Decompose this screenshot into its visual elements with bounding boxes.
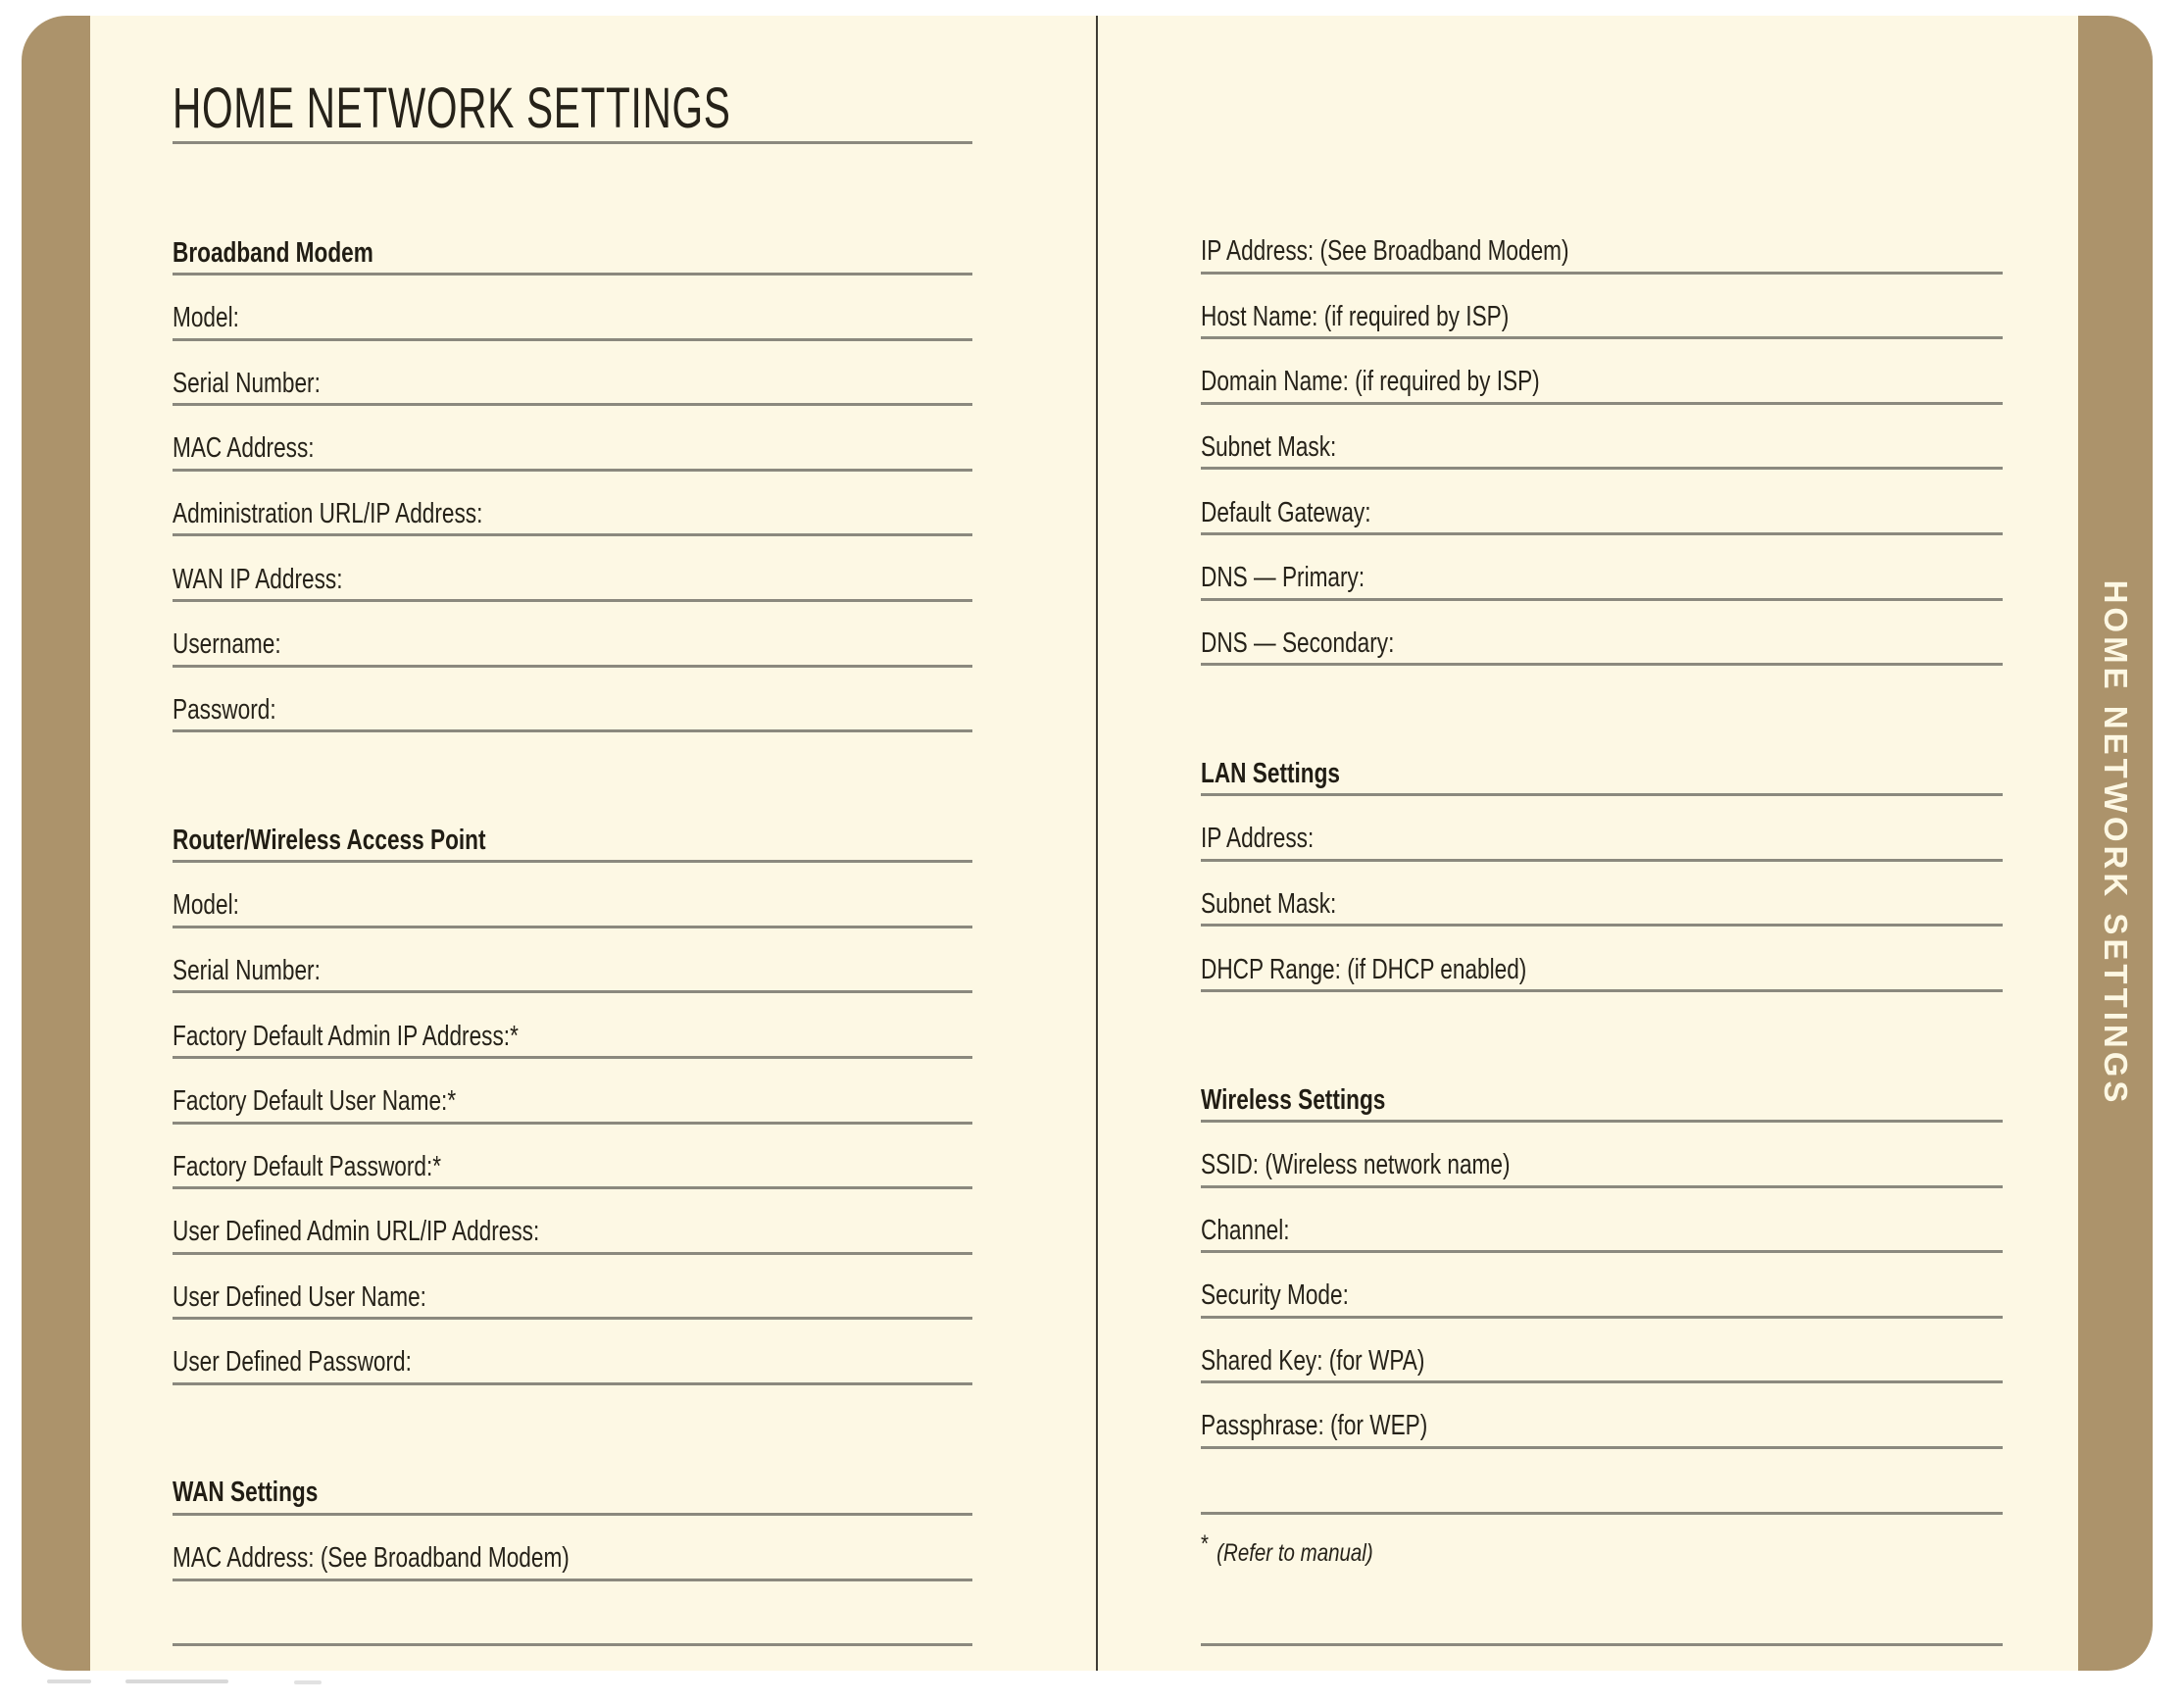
section-wan-settings-continued bbox=[1201, 209, 2003, 666]
section-header-row bbox=[173, 213, 972, 276]
page-title: HOME NETWORK SETTINGS bbox=[173, 76, 731, 140]
blank-line bbox=[1201, 1574, 2003, 1646]
section-header: Broadband Modem bbox=[173, 236, 373, 269]
field-row bbox=[1201, 209, 2003, 275]
section-header-row bbox=[173, 1453, 972, 1516]
field-row bbox=[173, 1320, 972, 1385]
field-row bbox=[1201, 1123, 2003, 1188]
field-row bbox=[1201, 405, 2003, 471]
field-label: Domain Name: (if required by ISP) bbox=[1201, 366, 1540, 398]
field-row bbox=[173, 1189, 972, 1255]
field-row bbox=[1201, 601, 2003, 667]
field-label: Administration URL/IP Address: bbox=[173, 497, 483, 529]
field-label: Factory Default User Name:* bbox=[173, 1085, 457, 1118]
field-label: IP Address: bbox=[1201, 823, 1315, 855]
section-header: WAN Settings bbox=[173, 1477, 319, 1509]
field-label: Username: bbox=[173, 628, 281, 661]
field-label: DNS — Primary: bbox=[1201, 562, 1365, 594]
field-label: DHCP Range: (if DHCP enabled) bbox=[1201, 953, 1527, 985]
field-label: Model: bbox=[173, 889, 239, 922]
field-row bbox=[173, 668, 972, 733]
field-label: Password: bbox=[173, 693, 276, 726]
field-label: Factory Default Admin IP Address:* bbox=[173, 1020, 519, 1052]
field-label: Channel: bbox=[1201, 1214, 1290, 1246]
field-row bbox=[173, 276, 972, 341]
section-header: Router/Wireless Access Point bbox=[173, 824, 486, 856]
page-title-block bbox=[173, 38, 972, 144]
field-row bbox=[1201, 796, 2003, 862]
field-row bbox=[173, 1255, 972, 1321]
footnote-asterisk: * bbox=[1201, 1529, 1209, 1558]
section-header: Wireless Settings bbox=[1201, 1083, 1386, 1116]
side-tab-label: HOME NETWORK SETTINGS bbox=[2098, 579, 2134, 1107]
left-page-column bbox=[173, 16, 972, 1646]
section-broadband-modem bbox=[173, 213, 972, 732]
field-row bbox=[173, 928, 972, 994]
section-wireless-settings bbox=[1201, 1060, 2003, 1515]
field-row bbox=[1201, 1188, 2003, 1254]
field-row bbox=[1201, 1449, 2003, 1515]
field-row bbox=[173, 341, 972, 407]
section-header: LAN Settings bbox=[1201, 757, 1341, 789]
field-label: Security Mode: bbox=[1201, 1279, 1349, 1312]
section-header-row bbox=[1201, 733, 2003, 796]
field-row bbox=[173, 863, 972, 928]
field-label: Model: bbox=[173, 302, 239, 334]
field-row bbox=[1201, 927, 2003, 992]
field-row bbox=[173, 1125, 972, 1190]
field-row bbox=[173, 602, 972, 668]
right-page-column bbox=[1201, 16, 2003, 1646]
section-router-wireless-access-point bbox=[173, 800, 972, 1385]
field-label: WAN IP Address: bbox=[173, 563, 343, 595]
field-row bbox=[173, 536, 972, 602]
field-row bbox=[173, 993, 972, 1059]
field-label: Serial Number: bbox=[173, 367, 321, 399]
field-label: Default Gateway: bbox=[1201, 496, 1371, 528]
field-row bbox=[1201, 1383, 2003, 1449]
field-label: SSID: (Wireless network name) bbox=[1201, 1149, 1511, 1181]
field-label: Shared Key: (for WPA) bbox=[1201, 1344, 1425, 1377]
field-label: User Defined Password: bbox=[173, 1346, 412, 1378]
field-row bbox=[173, 1581, 972, 1647]
field-row bbox=[1201, 862, 2003, 927]
section-lan-settings bbox=[1201, 733, 2003, 992]
field-label: Factory Default Password:* bbox=[173, 1150, 442, 1182]
field-row bbox=[1201, 275, 2003, 340]
section-header-row bbox=[1201, 1060, 2003, 1123]
scan-artifact bbox=[47, 1679, 91, 1683]
footnote bbox=[1201, 1515, 2003, 1574]
field-label: User Defined Admin URL/IP Address: bbox=[173, 1216, 540, 1248]
field-row bbox=[173, 406, 972, 472]
field-label: Subnet Mask: bbox=[1201, 887, 1337, 920]
field-label: Serial Number: bbox=[173, 954, 321, 986]
section-header-row bbox=[173, 800, 972, 863]
field-row bbox=[173, 1516, 972, 1581]
footnote-text: (Refer to manual) bbox=[1216, 1538, 1373, 1567]
field-label: IP Address: (See Broadband Modem) bbox=[1201, 235, 1569, 268]
field-label: Passphrase: (for WEP) bbox=[1201, 1410, 1428, 1442]
field-label: MAC Address: bbox=[173, 432, 315, 465]
field-row bbox=[1201, 339, 2003, 405]
booklet-cover bbox=[22, 16, 2153, 1671]
field-label: DNS — Secondary: bbox=[1201, 626, 1395, 659]
field-row bbox=[1201, 1319, 2003, 1384]
field-label: User Defined User Name: bbox=[173, 1280, 426, 1313]
field-label: MAC Address: (See Broadband Modem) bbox=[173, 1542, 570, 1575]
field-label: Subnet Mask: bbox=[1201, 430, 1337, 463]
field-row bbox=[173, 1059, 972, 1125]
section-wan-settings bbox=[173, 1453, 972, 1646]
field-row bbox=[1201, 535, 2003, 601]
scan-artifact bbox=[125, 1679, 228, 1683]
field-label: Host Name: (if required by ISP) bbox=[1201, 300, 1510, 332]
scan-artifact bbox=[294, 1680, 322, 1684]
page-divider bbox=[1096, 16, 1098, 1671]
field-row bbox=[1201, 470, 2003, 535]
field-row bbox=[1201, 1253, 2003, 1319]
field-row bbox=[173, 472, 972, 537]
